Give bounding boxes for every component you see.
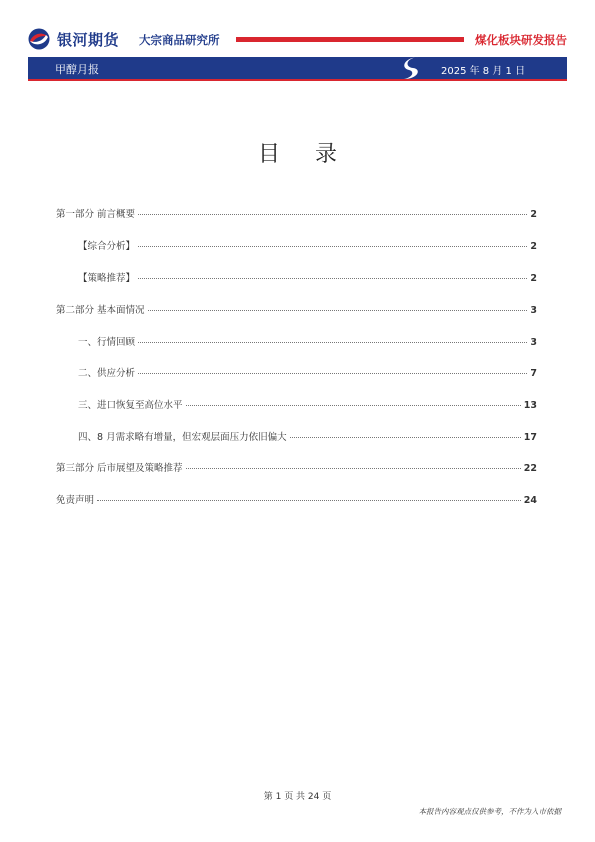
toc-entry-text: 二、供应分析 [78,368,136,379]
toc-entry-text: 第一部分 前言概要 [56,209,136,220]
toc-entry-page: 3 [530,305,537,316]
toc-entry-page: 13 [523,400,537,411]
toc-entry[interactable] [78,238,537,252]
toc-entry-page: 7 [530,368,537,379]
toc-leader [138,373,527,374]
galaxy-logo-icon [26,28,52,50]
toc-entry-page: 3 [530,337,537,348]
toc-leader [97,500,521,501]
header-band-divider [28,79,567,81]
toc-leader [186,468,521,469]
page-number: 第 1 页 共 24 页 [263,792,332,802]
toc-leader [138,214,527,215]
toc-entry[interactable] [78,365,537,379]
toc-entry-page: 2 [530,273,537,284]
toc-entry-text: 三、进口恢复至高位水平 [78,400,183,411]
toc-entry-text: 免责声明 [56,495,95,506]
footer-disclaimer: 本报告内容观点仅供参考，不作为入市依据 [418,807,561,816]
toc-entry[interactable] [78,429,537,443]
report-date: 2025 年 8 月 1 日 [441,66,526,77]
toc-leader [290,437,521,438]
toc-entry-text: 第二部分 基本面情况 [56,305,145,316]
toc-entry[interactable] [78,397,537,411]
report-series: 甲醇月报 [55,63,99,76]
toc-entry-page: 22 [523,463,537,474]
toc-entry-text: 四、8 月需求略有增量，但宏观层面压力依旧偏大 [78,432,287,443]
toc-entry-text: 【综合分析】 [78,241,136,252]
toc-entry-page: 17 [523,432,537,443]
brand-name: 银河期货 [57,31,120,49]
report-type: 煤化板块研发报告 [475,33,567,47]
toc-entry-page: 2 [530,241,537,252]
toc-entry[interactable] [56,492,537,506]
institute-name: 大宗商品研究所 [139,33,220,47]
toc-entry-text: 【策略推荐】 [78,273,136,284]
toc-entry[interactable] [78,334,537,348]
toc-entry-text: 一、行情回顾 [78,337,136,348]
toc-leader [138,342,527,343]
toc-leader [186,405,521,406]
toc-entry[interactable] [56,302,537,316]
header-red-bar [236,37,464,42]
toc-entry[interactable] [56,460,537,474]
toc-leader [138,278,527,279]
swoosh-mark-icon [398,55,428,81]
toc-leader [148,310,528,311]
toc-title: 目 录 [258,142,351,167]
toc-entry[interactable] [56,206,537,220]
toc-leader [138,246,527,247]
toc-entry-page: 2 [530,209,537,220]
toc-entry[interactable] [78,270,537,284]
toc-entry-text: 第三部分 后市展望及策略推荐 [56,463,183,474]
toc-entry-page: 24 [523,495,537,506]
